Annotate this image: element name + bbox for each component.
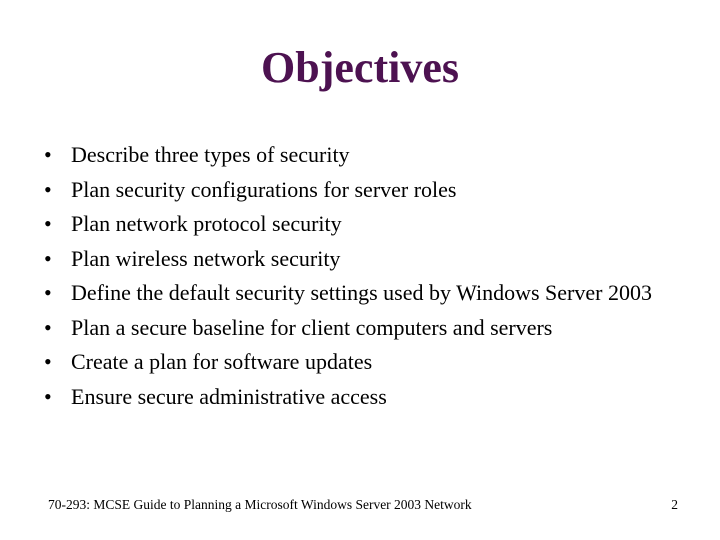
- objectives-list: [44, 138, 664, 414]
- bullet-icon: •: [44, 142, 52, 167]
- list-item: [44, 345, 664, 380]
- slide-title: Objectives: [261, 43, 459, 92]
- page-number: 2: [671, 497, 678, 512]
- list-item: [44, 242, 664, 277]
- bullet-text: Plan security configurations for server roles: [71, 176, 457, 202]
- bullet-text: Describe three types of security: [71, 142, 350, 167]
- list-item: [44, 380, 664, 415]
- bullet-icon: •: [44, 383, 52, 409]
- bullet-icon: •: [44, 280, 52, 305]
- list-item: [44, 173, 664, 208]
- bullet-text: Plan a secure baseline for client computers and servers: [71, 314, 553, 340]
- bullet-text: Create a plan for software updates: [71, 349, 373, 374]
- bullet-icon: •: [44, 245, 52, 271]
- bullet-icon: •: [44, 349, 52, 374]
- bullet-icon: •: [44, 176, 52, 202]
- bullet-text: Plan wireless network security: [71, 245, 341, 271]
- bullet-text: Define the default security settings used by Windows Server 2003: [71, 280, 652, 305]
- bullet-text: Ensure secure administrative access: [71, 383, 387, 409]
- bullet-icon: •: [44, 314, 52, 340]
- list-item: [44, 207, 664, 242]
- bullet-icon: •: [44, 211, 52, 236]
- list-item: [44, 138, 664, 173]
- list-item: [44, 276, 664, 311]
- bullet-text: Plan network protocol security: [71, 211, 342, 236]
- list-item: [44, 311, 664, 346]
- slide-footer: 70-293: MCSE Guide to Planning a Microsoft Windows Server 2003 Network: [48, 497, 472, 512]
